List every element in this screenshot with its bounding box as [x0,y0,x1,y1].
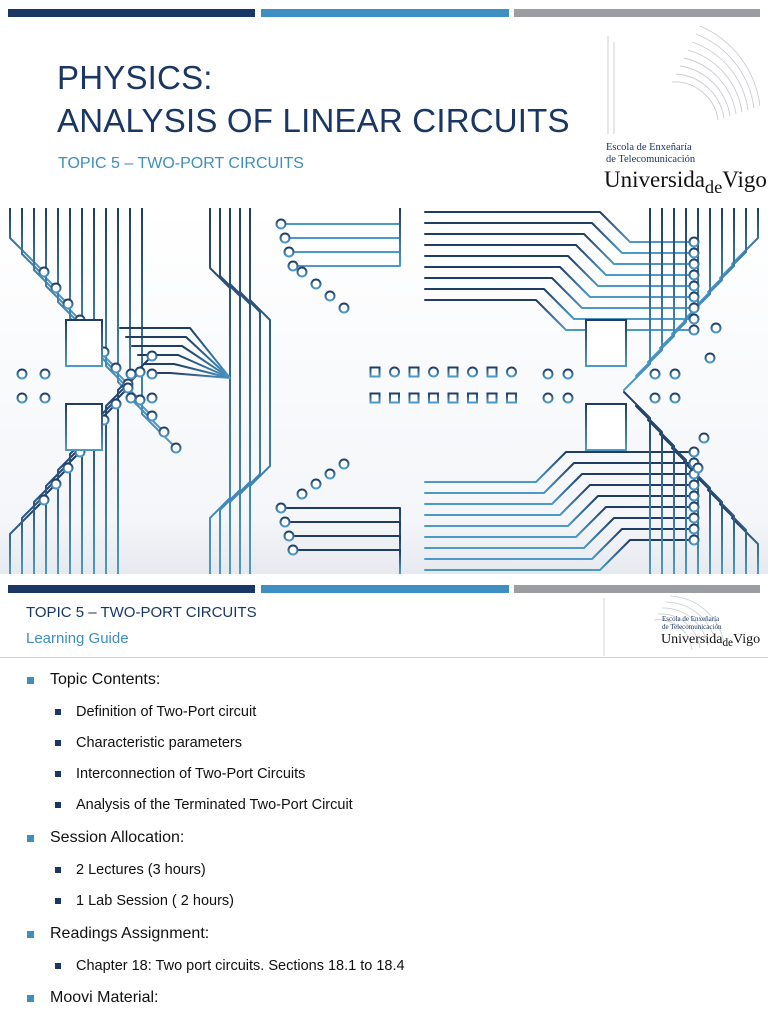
list-item: 1 Lab Session ( 2 hours) [55,893,234,909]
concentric-arcs-logo-icon [600,26,760,146]
learning-guide-slide [0,576,768,1024]
list-item: Chapter 18: Two port circuits. Sections 18.1 to 18.4 [55,958,405,974]
circuit-pad [312,280,321,289]
top-color-bars [8,9,760,17]
circuit-pad-square [410,394,419,403]
circuit-pad [564,370,573,379]
circuit-pad [651,370,660,379]
square-bullet-icon [55,867,61,873]
circuit-pad [690,282,699,291]
square-bullet-icon [27,835,34,842]
slide-subtitle: TOPIC 5 – TWO-PORT CIRCUITS [58,155,304,172]
section-moovi-material: Moovi Material: [27,989,158,1007]
circuit-pad [148,412,157,421]
logo-school-line-1: Escola de Enxeñaría [662,615,720,623]
logo-university-name: Universida$_{de}$Vigo [604,167,767,197]
circuit-pad [285,532,294,541]
circuit-pad-square [429,394,438,403]
circuit-pad [18,394,27,403]
list-item: Analysis of the Terminated Two-Port Circuit [55,797,353,813]
circuit-pad [40,496,49,505]
top-bar-gray [514,9,760,17]
circuit-pad [544,370,553,379]
circuit-pad [281,518,290,527]
circuit-pad [507,368,516,377]
circuit-pad-square [507,394,516,403]
circuit-pad [690,315,699,324]
circuit-pad-square [371,394,380,403]
section-readings-assignment: Readings Assignment: [27,925,209,943]
top-bar-navy [8,9,255,17]
circuit-pad [148,394,157,403]
circuit-pad [544,394,553,403]
section-topic-contents: Topic Contents: [27,671,160,689]
circuit-pad [429,368,438,377]
circuit-pad [148,370,157,379]
square-bullet-icon [55,963,61,969]
list-item: Characteristic parameters [55,735,242,751]
circuit-pad [690,536,699,545]
circuit-pad [326,292,335,301]
circuit-pad-square [488,394,497,403]
circuit-pad [690,260,699,269]
circuit-pad [127,394,136,403]
university-logo-small [600,590,760,662]
chip [66,404,102,450]
circuit-pad-square [449,368,458,377]
circuit-pad [651,394,660,403]
circuit-pad [277,504,286,513]
circuit-pad [112,364,121,373]
logo-school-line-1: Escola de Enxeñaría [606,142,692,153]
circuit-pad [64,464,73,473]
circuit-pad [700,434,709,443]
logo-school-line-2: de Telecomunicación [662,623,722,632]
circuit-pad [136,396,145,405]
circuit-pad [671,394,680,403]
logo-university-name: Universida$_{de}$Vigo [661,632,761,650]
circuit-pad [690,503,699,512]
circuit-pad [690,448,699,457]
circuit-pad [312,480,321,489]
circuit-pad [690,326,699,335]
circuit-pad [468,368,477,377]
circuit-pad-square [449,394,458,403]
circuit-pad [112,400,121,409]
circuit-pad [172,444,181,453]
circuit-pad-square [371,368,380,377]
list-item: 2 Lectures (3 hours) [55,862,206,878]
top-bar-blue [261,9,509,17]
circuit-pad [289,262,298,271]
circuit-pad [671,370,680,379]
square-bullet-icon [55,898,61,904]
circuit-pad [40,268,49,277]
circuit-pad [41,370,50,379]
circuit-pad-square [468,394,477,403]
circuit-pad [160,428,169,437]
circuit-pad [690,271,699,280]
section-session-allocation: Session Allocation: [27,829,184,847]
circuit-pad [277,220,286,229]
header-divider [0,657,768,658]
circuit-pad [690,492,699,501]
circuit-pad [289,546,298,555]
circuit-pad [564,394,573,403]
square-bullet-icon [27,931,34,938]
list-item: Interconnection of Two-Port Circuits [55,766,305,782]
top-bar-blue [261,585,509,593]
circuit-pad [64,300,73,309]
logo-school-line-2: de Telecomunicación [606,154,696,166]
top-bar-navy [8,585,255,593]
circuit-pad [41,394,50,403]
circuit-pad [690,525,699,534]
circuit-pad-square [410,368,419,377]
slide-title-line-1: PHYSICS: [57,59,213,96]
slide-header-topic: TOPIC 5 – TWO-PORT CIRCUITS [26,604,257,621]
circuit-pad [326,470,335,479]
circuit-pad [298,490,307,499]
circuit-pad [690,249,699,258]
slide-title [57,56,570,142]
circuit-pad [340,304,349,313]
square-bullet-icon [27,995,34,1002]
square-bullet-icon [55,709,61,715]
circuit-pad [690,514,699,523]
square-bullet-icon [27,677,34,684]
circuit-pad [690,481,699,490]
circuit-pad [148,352,157,361]
circuit-pad-square [488,368,497,377]
circuit-pad [285,248,294,257]
circuit-pad [281,234,290,243]
chip [66,320,102,366]
circuit-pad [340,460,349,469]
square-bullet-icon [55,771,61,777]
circuit-board-image [0,208,768,574]
circuit-pad [124,384,133,393]
circuit-pad [390,368,399,377]
circuit-pad [690,293,699,302]
circuit-pad [52,480,61,489]
university-logo [600,26,767,197]
circuit-pad [127,370,136,379]
circuit-pad [298,268,307,277]
chip [586,404,626,450]
list-item: Definition of Two-Port circuit [55,704,256,720]
circuit-pad [690,304,699,313]
circuit-pad [694,464,703,473]
square-bullet-icon [55,740,61,746]
circuit-pad [712,324,721,333]
slide-header-guide: Learning Guide [26,630,129,647]
circuit-pad [706,354,715,363]
chip [586,320,626,366]
square-bullet-icon [55,802,61,808]
circuit-pad [136,368,145,377]
slide-title-line-2: ANALYSIS OF LINEAR CIRCUITS [57,102,570,139]
circuit-pad [690,238,699,247]
circuit-pad-square [390,394,399,403]
circuit-pad [52,284,61,293]
circuit-pad [18,370,27,379]
